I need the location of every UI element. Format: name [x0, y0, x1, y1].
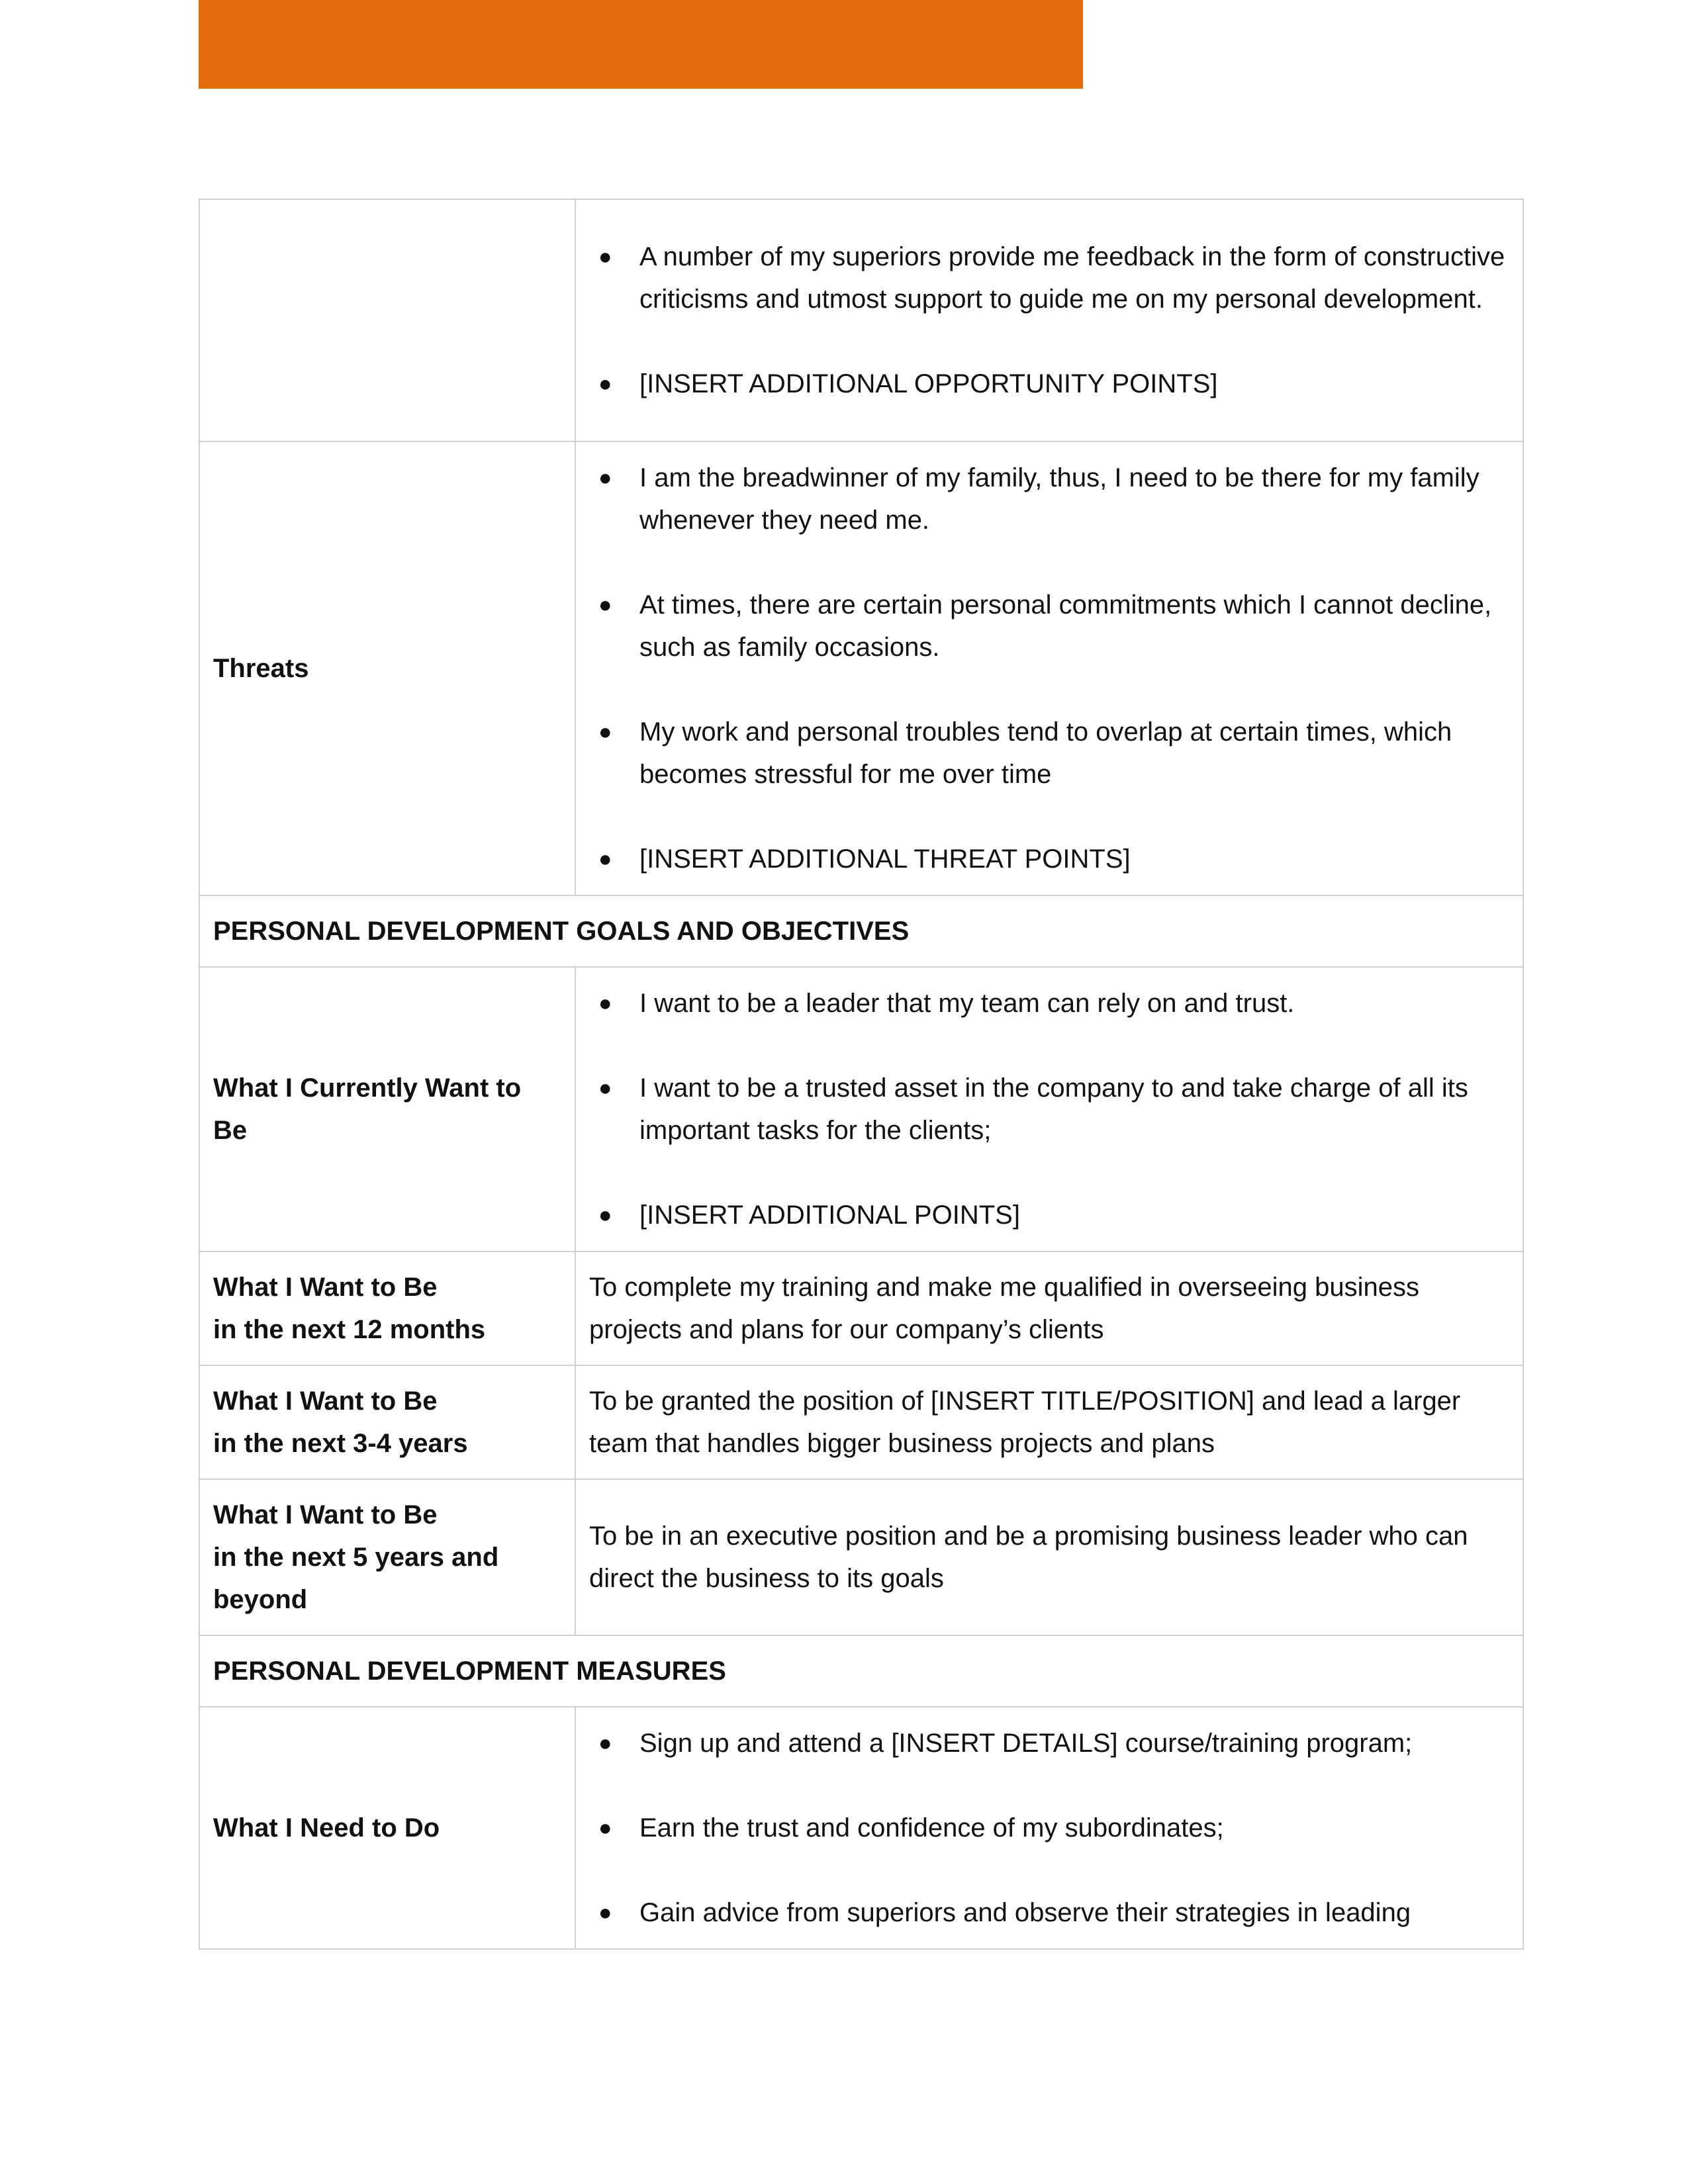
table-row-next-3-4-years: [199, 1365, 1523, 1479]
threats-content-cell: [575, 441, 1523, 895]
bullet-icon: ●: [598, 719, 612, 745]
bullet-icon: ●: [598, 244, 612, 269]
bullet-icon: ●: [598, 465, 612, 490]
table-row-threats: [199, 441, 1523, 895]
bullet-icon: ●: [598, 1900, 612, 1925]
currently-want-label-cell: What I Currently Want to Be: [199, 967, 575, 1251]
list-item: ● At times, there are certain personal commitments which I cannot decline, such as family occasions.: [589, 584, 1509, 668]
measures-section-heading: PERSONAL DEVELOPMENT MEASURES: [199, 1635, 1523, 1707]
development-plan-table: [199, 199, 1524, 1950]
list-item: ● I want to be a leader that my team can rely on and trust.: [589, 982, 1509, 1024]
table-row-measures-section: [199, 1635, 1523, 1707]
opportunities-label-cell: [199, 199, 575, 441]
next-12-months-label-cell: What I Want to Be in the next 12 months: [199, 1251, 575, 1365]
list-item: ● [INSERT ADDITIONAL POINTS]: [589, 1194, 1509, 1236]
list-item: ● A number of my superiors provide me feedback in the form of constructive criticisms and utmost support to guide me on my personal development.: [589, 236, 1509, 320]
bullet-icon: ●: [598, 1075, 612, 1101]
table-row-goals-section: [199, 895, 1523, 967]
header-accent-bar: [199, 0, 1083, 89]
list-item: ● Gain advice from superiors and observe their strategies in leading: [589, 1891, 1509, 1934]
threats-list: [589, 457, 1509, 880]
bullet-icon: ●: [598, 371, 612, 396]
list-item: ● [INSERT ADDITIONAL OPPORTUNITY POINTS]: [589, 363, 1509, 405]
need-to-do-label-cell: What I Need to Do: [199, 1707, 575, 1949]
next-3-4-years-content-cell: To be granted the position of [INSERT TITLE/POSITION] and lead a larger team that handles bigger business projects and plans: [575, 1365, 1523, 1479]
table-row-next-12-months: [199, 1251, 1523, 1365]
table-row-opportunities: [199, 199, 1523, 441]
list-item: ● Sign up and attend a [INSERT DETAILS] course/training program;: [589, 1722, 1509, 1764]
currently-want-list: [589, 982, 1509, 1236]
table-row-next-5-years: [199, 1479, 1523, 1635]
goals-section-heading: PERSONAL DEVELOPMENT GOALS AND OBJECTIVES: [199, 895, 1523, 967]
currently-want-content-cell: [575, 967, 1523, 1251]
bullet-icon: ●: [598, 991, 612, 1016]
bullet-icon: ●: [598, 846, 612, 872]
opportunities-content-cell: [575, 199, 1523, 441]
list-item: ● I want to be a trusted asset in the company to and take charge of all its important tasks for the clients;: [589, 1067, 1509, 1152]
next-5-years-content-cell: To be in an executive position and be a promising business leader who can direct the business to its goals: [575, 1479, 1523, 1635]
list-item: ● I am the breadwinner of my family, thus, I need to be there for my family whenever they need me.: [589, 457, 1509, 541]
need-to-do-content-cell: [575, 1707, 1523, 1949]
need-to-do-list: [589, 1722, 1509, 1934]
next-12-months-content-cell: To complete my training and make me qualified in overseeing business projects and plans for our company’s clients: [575, 1251, 1523, 1365]
bullet-icon: ●: [598, 1731, 612, 1756]
list-item: ● Earn the trust and confidence of my subordinates;: [589, 1807, 1509, 1849]
opportunities-list: [589, 236, 1509, 405]
table-row-need-to-do: [199, 1707, 1523, 1949]
next-5-years-label-cell: What I Want to Be in the next 5 years and beyond: [199, 1479, 575, 1635]
table-row-currently-want: [199, 967, 1523, 1251]
list-item: ● My work and personal troubles tend to overlap at certain times, which becomes stressful for me over time: [589, 711, 1509, 796]
threats-label-cell: Threats: [199, 441, 575, 895]
next-3-4-years-label-cell: What I Want to Be in the next 3-4 years: [199, 1365, 575, 1479]
list-item: ● [INSERT ADDITIONAL THREAT POINTS]: [589, 838, 1509, 880]
bullet-icon: ●: [598, 1815, 612, 1841]
bullet-icon: ●: [598, 1203, 612, 1228]
bullet-icon: ●: [598, 592, 612, 617]
